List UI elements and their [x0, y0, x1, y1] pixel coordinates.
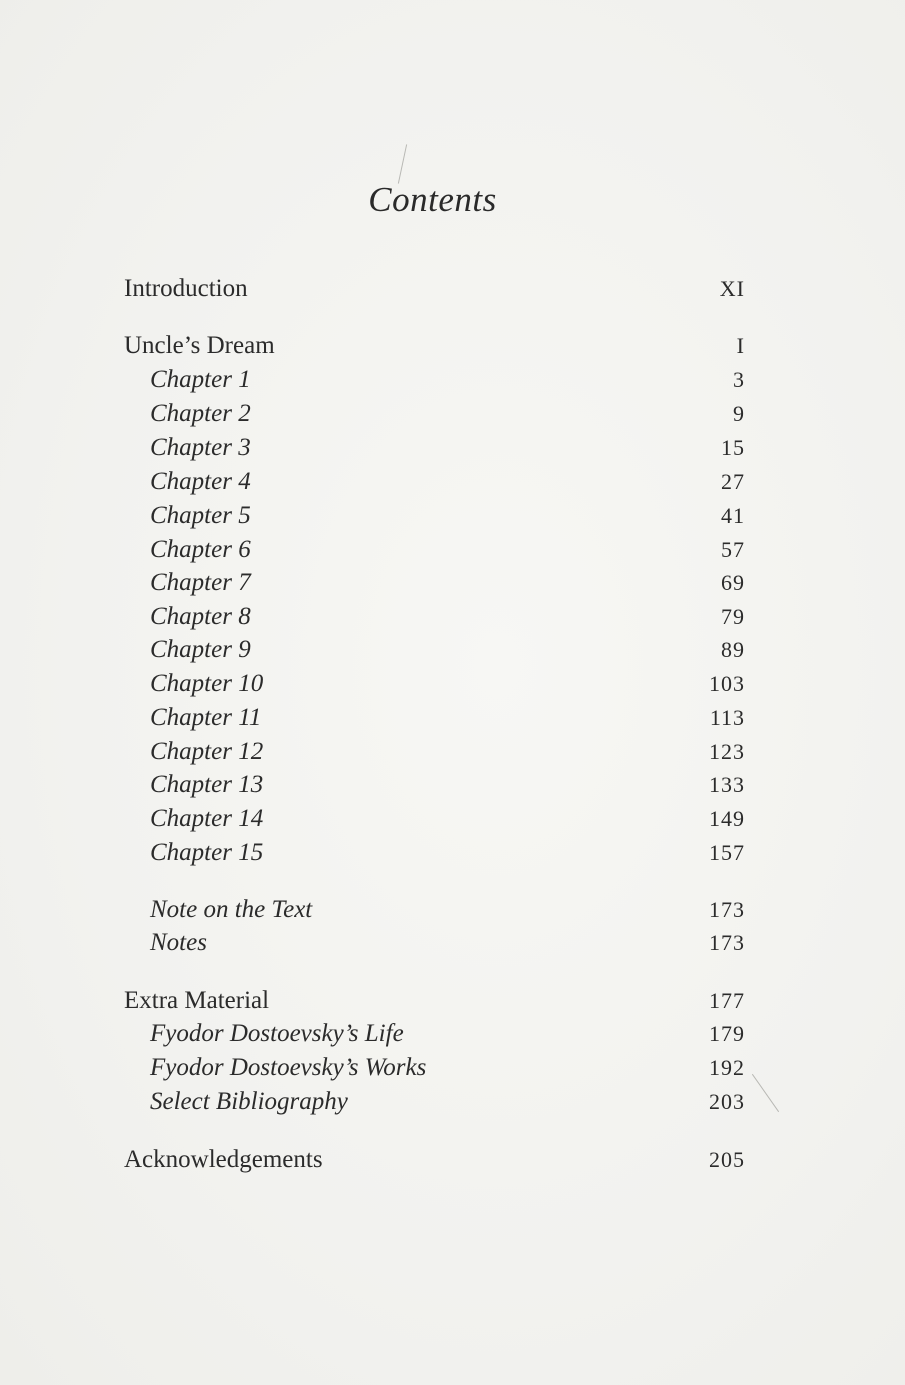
- toc-entry-label: Acknowledgements: [124, 1146, 323, 1173]
- toc-entry-label: Chapter 6: [150, 536, 251, 563]
- toc-entry-page-number: 27: [721, 469, 745, 494]
- toc-entry: [0, 768, 905, 802]
- toc-entry-label: Chapter 1: [150, 366, 251, 393]
- toc-entry-page-number: 177: [709, 988, 745, 1013]
- toc-entry-page-number: 192: [709, 1055, 745, 1080]
- toc-entry-page-number: 123: [709, 739, 745, 764]
- toc-entry: [0, 1051, 905, 1085]
- toc-entry: [0, 566, 905, 600]
- toc-entry-label: Fyodor Dostoevsky’s Life: [150, 1020, 404, 1047]
- toc-entry-page-number: 179: [709, 1021, 745, 1046]
- toc-entry-page-number: 3: [733, 367, 745, 392]
- toc-entry-label: Chapter 14: [150, 805, 264, 832]
- toc-entry-page-number: 173: [709, 930, 745, 955]
- toc-entry: [0, 984, 905, 1018]
- toc-entry-page-number: I: [736, 333, 745, 358]
- toc-entry-page-number: 113: [709, 705, 745, 730]
- toc-entry: [0, 1085, 905, 1119]
- toc-entry: [0, 329, 905, 363]
- toc-entry: [0, 802, 905, 836]
- toc-entry-label: Chapter 4: [150, 468, 251, 495]
- toc-entry: [0, 633, 905, 667]
- toc-entry-page-number: 9: [733, 401, 745, 426]
- toc-entry: [0, 701, 905, 735]
- toc-entry-page-number: 69: [721, 570, 745, 595]
- toc-entry-label: Chapter 12: [150, 738, 264, 765]
- toc-entry-label: Chapter 10: [150, 670, 264, 697]
- toc-entry: [0, 667, 905, 701]
- toc-entry-page-number: 89: [721, 637, 745, 662]
- toc-entry: [0, 1017, 905, 1051]
- toc-entry-page-number: 41: [721, 503, 745, 528]
- toc-entry-page-number: 15: [721, 435, 745, 460]
- toc-entry-label: Chapter 3: [150, 434, 251, 461]
- toc-entry-label: Introduction: [124, 275, 248, 302]
- toc-entry: [0, 836, 905, 870]
- toc-entry: [0, 363, 905, 397]
- toc-entry-label: Note on the Text: [150, 896, 313, 923]
- toc-entry-page-number: 57: [721, 537, 745, 562]
- toc-entry-page-number: 103: [709, 671, 745, 696]
- toc-entry-label: Chapter 11: [150, 704, 262, 731]
- toc-entry-page-number: 157: [709, 840, 745, 865]
- toc-entry-page-number: 203: [709, 1089, 745, 1114]
- toc-entry: [0, 735, 905, 769]
- toc-entry: [0, 499, 905, 533]
- contents-title-text: Contents: [368, 180, 497, 219]
- toc-entry: [0, 600, 905, 634]
- toc-entry: [0, 431, 905, 465]
- toc-entry: [0, 893, 905, 927]
- toc-entry-page-number: XI: [719, 276, 745, 301]
- toc-entry-label: Uncle’s Dream: [124, 332, 275, 359]
- toc-entry-page-number: 133: [709, 772, 745, 797]
- toc-entry: [0, 272, 905, 306]
- toc-entry-label: Chapter 15: [150, 839, 264, 866]
- toc-entry-page-number: 205: [709, 1147, 745, 1172]
- toc-entry-label: Chapter 7: [150, 569, 251, 596]
- toc-entry-label: Chapter 13: [150, 771, 264, 798]
- toc-entry-page-number: 79: [721, 604, 745, 629]
- toc-entry-label: Chapter 8: [150, 603, 251, 630]
- toc-entry: [0, 1143, 905, 1177]
- toc-entry-label: Chapter 5: [150, 502, 251, 529]
- toc-entry: [0, 926, 905, 960]
- toc-entry-label: Select Bibliography: [150, 1088, 348, 1115]
- toc-entry-label: Fyodor Dostoevsky’s Works: [150, 1054, 427, 1081]
- toc-entry-label: Extra Material: [124, 987, 270, 1014]
- toc-entry: [0, 397, 905, 431]
- toc-entry-page-number: 173: [709, 897, 745, 922]
- toc-entry-label: Chapter 2: [150, 400, 251, 427]
- toc-entry-page-number: 149: [709, 806, 745, 831]
- toc-entry: [0, 533, 905, 567]
- toc-entry-label: Chapter 9: [150, 636, 251, 663]
- toc-entry: [0, 465, 905, 499]
- toc-entry-label: Notes: [150, 929, 207, 956]
